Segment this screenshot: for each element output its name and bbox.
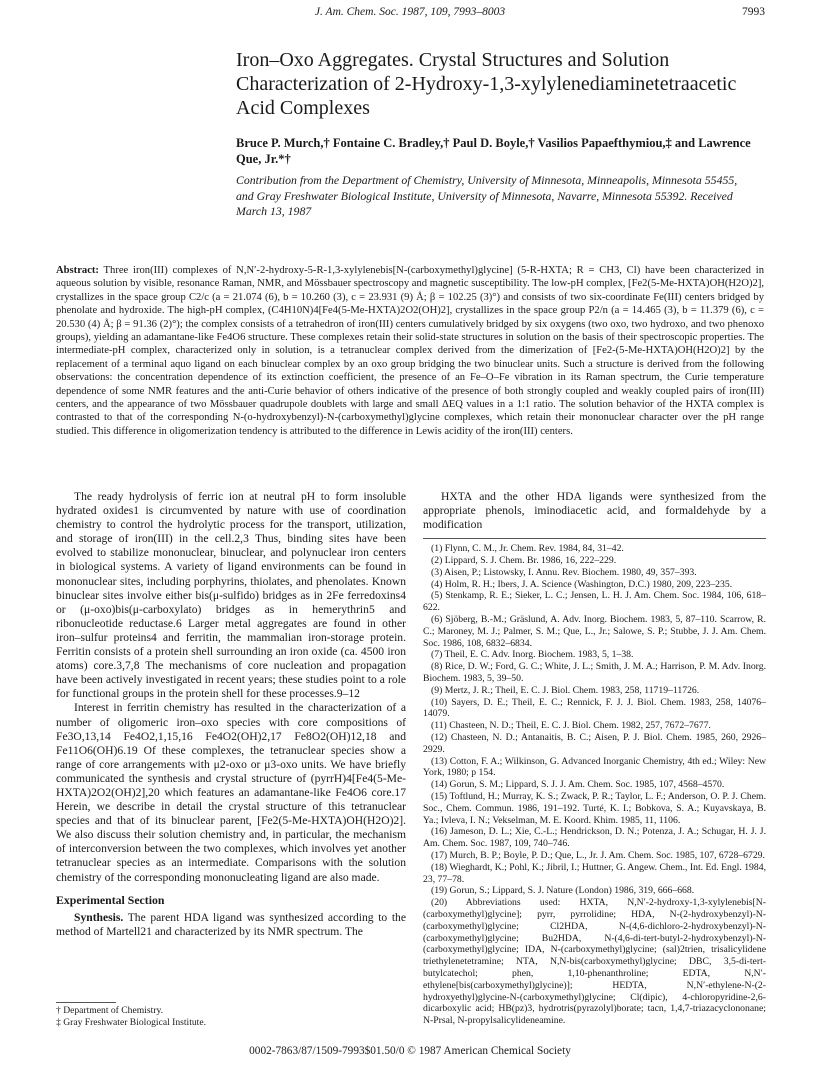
affiliation: Contribution from the Department of Chemistry, University of Minnesota, Minneapolis, Minnesota 55455, and Gray Freshwater Biological Institute, University of Minnesota, Navarre, Minnesota 55392. Received March 13, 1987 xyxy=(236,173,738,218)
reference-item: (13) Cotton, F. A.; Wilkinson, G. Advanced Inorganic Chemistry, 4th ed.; Wiley: New York, 1980; p 154. xyxy=(423,755,766,779)
footnote: † Department of Chemistry. xyxy=(56,1005,164,1016)
synthesis-paragraph xyxy=(56,911,406,939)
reference-item: (6) Sjöberg, B.-M.; Gräslund, A. Adv. Inorg. Biochem. 1983, 5, 87–110. Scarrow, R. C.; Maroney, M. J.; Palmer, S. M.; Que, L., Jr.; Salowe, S. P.; Stubbe, J. J. Am. Chem. Soc. 1986, 108, 6832–6834. xyxy=(423,614,766,649)
reference-item: (15) Toftlund, H.; Murray, K. S.; Zwack, P. R.; Taylor, L. F.; Anderson, O. P. J. Chem. Soc., Chem. Commun. 1986, 191–192. Turté, K. I.; Bobkova, S. A.; Kuyavskaya, B. Ya.; Ivleva, I. N.; Vekselman, M. E. Koord. Khim. 1985, 11, 1106. xyxy=(423,791,766,826)
reference-item: (1) Flynn, C. M., Jr. Chem. Rev. 1984, 84, 31–42. xyxy=(431,543,624,555)
reference-item: (5) Stenkamp, R. E.; Sieker, L. C.; Jensen, L. H. J. Am. Chem. Soc. 1984, 106, 618–622. xyxy=(423,590,766,614)
running-header xyxy=(0,6,820,26)
footnotes xyxy=(56,1002,406,1028)
reference-item: (3) Aisen, P.; Listowsky, I. Annu. Rev. Biochem. 1980, 49, 357–393. xyxy=(431,566,697,578)
reference-item: (7) Theil, E. C. Adv. Inorg. Biochem. 1983, 5, 1–38. xyxy=(431,649,634,661)
left-column xyxy=(56,490,406,939)
reference-item: (2) Lippard, S. J. Chem. Br. 1986, 16, 222–229. xyxy=(431,555,617,567)
page-number: 7993 xyxy=(742,6,765,18)
body-paragraph: Interest in ferritin chemistry has resulted in the characterization of a number of oligomeric iron–oxo species with core compositions of Fe3O,13,14 Fe4O2,1,15,16 Fe4O2(OH)2,17 Fe8O2(OH)12,18 and Fe11O6(OH)6.19 Of these complexes, the tetranuclear species show a range of core arrangements with μ2-oxo or μ3-oxo units. We have briefly communicated the synthesis and crystal structure of (pyrrH)4[Fe4(5-Me-HXTA)2O2(OH)2],20 which features an adamantane-like Fe4O6 core.17 Herein, we describe in detail the crystal structure of this tetranuclear species and that of its binuclear parent, [Fe2(5-Me-HXTA)OH(H2O)2]. We also discuss their solution chemistry and, in particular, the mechanism of interconversion between the two complexes, which involves yet another tetranuclear species as an intermediate. Comparisons with the solution chemistry of the corresponding mononucleating ligand are also made. xyxy=(56,701,406,884)
copyright-line: 0002-7863/87/1509-7993$01.50/0 © 1987 American Chemical Society xyxy=(249,1045,571,1057)
abstract xyxy=(56,264,764,438)
reference-item: (14) Gorun, S. M.; Lippard, S. J. J. Am. Chem. Soc. 1985, 107, 4568–4570. xyxy=(431,779,725,791)
body-paragraph: HXTA and the other HDA ligands were synthesized from the appropriate phenols, iminodiacetic acid, and formaldehyde by a modification xyxy=(423,490,766,532)
article-title: Iron–Oxo Aggregates. Crystal Structures and Solution Characterization of 2-Hydroxy-1,3-xylylenediaminetetraacetic Acid Complexes xyxy=(236,49,737,119)
reference-item: (17) Murch, B. P.; Boyle, P. D.; Que, L., Jr. J. Am. Chem. Soc. 1985, 107, 6728–6729. xyxy=(431,850,765,861)
reference-item: (16) Jameson, D. L.; Xie, C.-L.; Hendrickson, D. N.; Potenza, J. A.; Schugar, H. J. J. Am. Chem. Soc. 1987, 109, 740–746. xyxy=(423,826,766,850)
section-heading: Experimental Section xyxy=(56,892,165,907)
synthesis-text: The parent HDA ligand was synthesized according to the method of Martell21 and characterized by its NMR spectrum. The xyxy=(56,910,406,938)
reference-item: (19) Gorun, S.; Lippard, S. J. Nature (London) 1986, 319, 666–668. xyxy=(431,885,695,897)
synthesis-label: Synthesis. xyxy=(74,910,124,924)
reference-item: (12) Chasteen, N. D.; Antanaitis, B. C.; Aisen, P. J. Biol. Chem. 1985, 260, 2926–2929. xyxy=(423,732,766,755)
abstract-label: Abstract: xyxy=(56,265,99,276)
reference-list xyxy=(423,543,766,1027)
reference-item: (10) Sayers, D. E.; Theil, E. C.; Rennick, F. J. J. Biol. Chem. 1983, 258, 14076–14079. xyxy=(423,696,766,720)
reference-item: (8) Rice, D. W.; Ford, G. C.; White, J. L.; Smith, J. M. A.; Harrison, P. M. Adv. Inorg. Biochem. 1983, 5, 39–50. xyxy=(423,661,766,685)
reference-item: (11) Chasteen, N. D.; Theil, E. C. J. Biol. Chem. 1982, 257, 7672–7677. xyxy=(431,720,711,732)
footnote: ‡ Gray Freshwater Biological Institute. xyxy=(56,1016,207,1028)
body-paragraph: The ready hydrolysis of ferric ion at neutral pH to form insoluble hydrated oxides1 is circumvented by nature with use of coordination chemistry to control the hydrolytic process for the transport, utilization, and storage of iron(III) in the cell.2,3 Thus, binding sites have been evolved to stabilize mononuclear, binuclear, and polynuclear iron centers in biological systems. A variety of ligand environments can be found in mononuclear sites, including porphyrins, thiolates, and phenolates. Known binuclear sites involve either bis(μ-sulfido) bridges as in 2Fe ferredoxins4 or (μ-oxo)bis(μ-carboxylato) bridges as in hemerythrin5 and ribonucleotide reductase.6 Larger metal aggregates are found in other iron–sulfur proteins4 and ferritin, the mammalian iron-storage protein. Ferritin consists of a protein shell surrounding an iron oxide (ca. 4500 iron atoms) core.3,7,8 The mechanisms of core nucleation and propagation have been actively investigated in recent years; these studies point to a role for functional groups in the protein shell for these processes.9–12 xyxy=(56,490,406,701)
reference-divider xyxy=(423,538,766,539)
abstract-text: Three iron(III) complexes of N,N′-2-hydroxy-5-R-1,3-xylylenebis[N-(carboxymethyl)glycine] (5-R-HXTA; R = CH3, Cl) have been characterized in aqueous solution by visible, resonance Raman, NMR, and Mössbauer spectroscopy and magnetic susceptibility. The low-pH complex, [Fe2(5-Me-HXTA)OH(H2O)2], crystallizes in the space group C2/c (a = 21.074 (6), b = 10.260 (3), c = 23.931 (9) Å; β = 102.25 (3)°) and consists of two six-coordinate Fe(III) centers bridged by phenolate and hydroxide. The high-pH complex, (C4H10N)4[Fe4(5-Me-HXTA)2O2(OH)2], crystallizes in the space group P2/n (a = 14.465 (3), b = 11.379 (6), c = 20.530 (4) Å; β = 91.36 (2)°); the complex consists of a tetrahedron of iron(III) centers cumulatively bridged by six oxygens (two oxo, two hydroxo, and two phenoxo groups), yielding an adamantane-like Fe4O6 structure. These complexes retain their solid-state structures in solution on the basis of their spectroscopic properties. The intermediate-pH complex, characterized only in solution, is a tetranuclear complex derived from the dimerization of [Fe2-(5-Me-HXTA)OH(H2O)2] by the replacement of a terminal aquo ligand on each binuclear complex by an oxo group bridging the two binuclear units. Such a structure is derived from the following observations: the concentration dependence of its extinction coefficient, the presence of an Fe–O–Fe vibration in its Raman spectrum, the Curie temperature dependence of some NMR features and the anti-Curie behavior of others indicative of the presence of both strongly coupled and weakly coupled pairs of iron(III) centers, and the appearance of two Mössbauer quadrupole doublets with large and small ΔEQ values in a 1:1 ratio. The solution behavior of the HXTA complex is contrasted to that of the corresponding N-(o-hydroxybenzyl)-N-(carboxymethyl)glycine complexes, which retain their mononuclear character over the pH range studied. This difference in oligomerization tendency is attributed to the difference in Lewis acidity of the iron(III) centers. xyxy=(56,265,764,437)
reference-item: (9) Mertz, J. R.; Theil, E. C. J. Biol. Chem. 1983, 258, 11719–11726. xyxy=(431,684,700,696)
author-list: Bruce P. Murch,† Fontaine C. Bradley,† Paul D. Boyle,† Vasilios Papaefthymiou,‡ and Lawrence Que, Jr.*† xyxy=(236,136,751,166)
reference-item: (4) Holm, R. H.; Ibers, J. A. Science (Washington, D.C.) 1980, 209, 223–235. xyxy=(431,578,733,590)
right-column xyxy=(423,490,766,1027)
reference-item: (18) Wieghardt, K.; Pohl, K.; Jibril, I.; Huttner, G. Angew. Chem., Int. Ed. Engl. 1984, 23, 77–78. xyxy=(423,861,767,885)
reference-item: (20) Abbreviations used: HXTA, N,N′-2-hydroxy-1,3-xylylenebis[N-(carboxymethyl)glycine]; pyrr, pyrrolidine; HDA, N-(2-hydroxybenzyl)-N-(carboxymethyl)glycine; Cl2HDA, N-(4,6-dichloro-2-hydroxybenzyl)-N-(carboxymethyl)glycine; Bu2HDA, N-(4,6-di-tert-butyl-2-hydroxybenzyl)-N-(carboxymethyl)glycine; IDA, N-(carboxymethyl)glycine; (sal)2trien, trisalicylidene triethylenetetramine; NTA, N,N-bis(carboxymethyl)glycine; DBC, 3,5-di-tert-butylcatechol; phen, 1,10-phenanthroline; EDTA, N,N′-ethylene[bis(carboxymethyl)glycine)]; HEDTA, N,N′-ethylene-N-(2-hydroxyethyl)glycine-N-(carboxymethyl)glycine; Cl(dipic), 4-chloropyridine-2,6-dicarboxylic acid; HB(pz)3, hydrotris(pyrazolyl)borate; tacn, 1,4,7-triazacyclononane; N-Prsal, N-propylsalicylideneamine. xyxy=(423,897,766,1027)
footnote-divider xyxy=(56,1002,116,1003)
journal-citation: J. Am. Chem. Soc. 1987, 109, 7993–8003 xyxy=(314,6,506,18)
